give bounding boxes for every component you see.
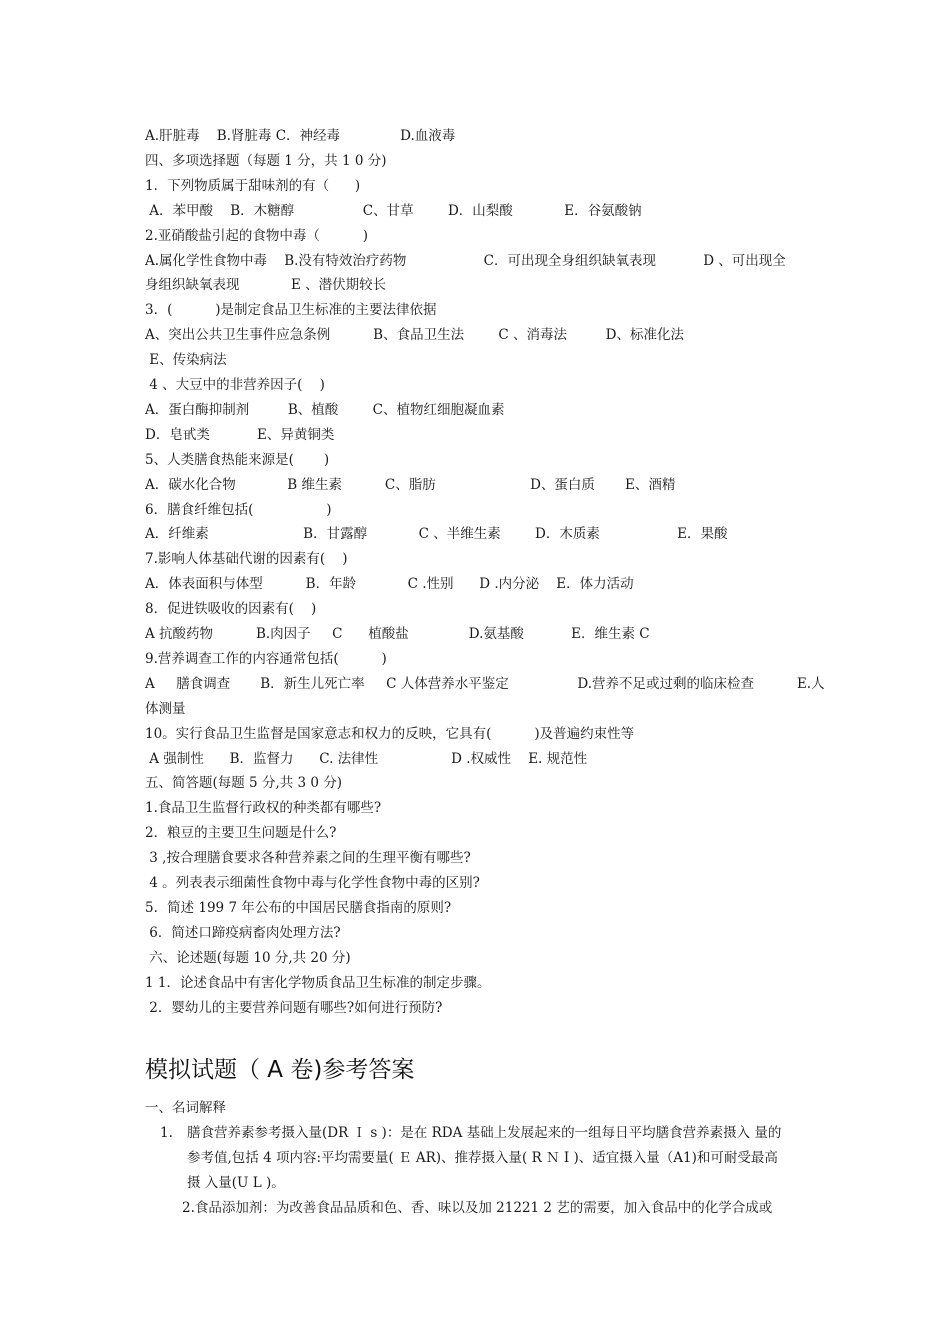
text-line: A．碳水化合物 B 维生素 C、脂肪 D、蛋白质 E、酒精 (145, 476, 676, 493)
text-line: 六、论述题(每题 10 分,共 20 分) (145, 949, 351, 966)
text-line: A 膳食调查 B．新生儿死亡率 C 人体营养水平鉴定 D.营养不足或过剩的临床检查 E.人 (145, 675, 825, 692)
answer-1-line-1: 膳食营养素参考摄入量(DR Ｉ s )：是在 RDA 基础上发展起来的一组每日平均膳食营养素摄入 量的 (187, 1125, 782, 1141)
text-line: 3．( )是制定食品卫生标准的主要法律依据 (145, 302, 437, 319)
text-line: A．苯甲酸 B．木糖醇 C、甘草 D．山梨酸 E．谷氨酸钠 (145, 202, 642, 219)
text-line: 体测量 (145, 700, 186, 717)
text-line: 7.影响人体基础代谢的因素有( ) (145, 551, 348, 568)
text-line: 2．婴幼儿的主要营养问题有哪些?如何进行预防? (145, 999, 443, 1016)
answer-heading: 模拟试题（ A 卷)参考答案 (145, 1057, 415, 1083)
text-line: 1 1．论述食品中有害化学物质食品卫生标准的制定步骤。 (145, 974, 491, 991)
text-line: A．蛋白酶抑制剂 B、植酸 C、植物红细胞凝血素 (145, 401, 505, 418)
text-line: A．体表面积与体型 B．年龄 C .性别 D .内分泌 E．体力活动 (145, 576, 634, 593)
text-line: A、突出公共卫生事件应急条例 B、食品卫生法 C 、消毒法 D、标准化法 (145, 327, 684, 344)
text-line: 5、人类膳食热能来源是( ) (145, 451, 330, 468)
text-line: 3 ,按合理膳食要求各种营养素之间的生理平衡有哪些? (145, 850, 471, 867)
text-line: 五、简答题(每题 5 分,共 3 0 分) (145, 775, 343, 792)
text-line: 6．简述口蹄疫病畜肉处理方法? (145, 924, 341, 941)
text-line: 1．下列物质属于甜味剂的有（ ) (145, 177, 361, 194)
text-line: 9.营养调查工作的内容通常包括( ) (145, 650, 387, 667)
text-line: D．皂甙类 E、异黄铜类 (145, 426, 335, 443)
text-line: 四、多项选择题（每题 1 分，共 1 0 分) (145, 152, 387, 169)
text-line: 6．膳食纤维包括( ) (145, 501, 332, 518)
text-line: 8．促进铁吸收的因素有( ) (145, 601, 317, 618)
text-line: 身组织缺氧表现 E 、潜伏期较长 (145, 277, 387, 294)
answer-1-line-3: 摄 入量(U L )。 (187, 1175, 285, 1191)
text-line: A.属化学性食物中毒 B.没有特效治疗药物 C．可出现全身组织缺氧表现 D 、可出现全 (145, 252, 786, 269)
text-line: A 强制性 B．监督力 C. 法律性 D .权威性 E. 规范性 (145, 750, 588, 767)
text-line: 2．粮豆的主要卫生问题是什么? (145, 825, 337, 842)
text-line: 5．简述 199 7 年公布的中国居民膳食指南的原则? (145, 899, 452, 916)
text-line: A．纤维素 B．甘露醇 C 、半维生素 D．木质素 E．果酸 (145, 526, 728, 543)
answer-1-number: 1. (160, 1125, 173, 1141)
text-line: A 抗酸药物 B.肉因子 C 植酸盐 D.氨基酸 E．维生素 C (145, 626, 650, 642)
text-line: 1.食品卫生监督行政权的种类都有哪些? (145, 800, 382, 817)
text-line: 4 、大豆中的非营养因子( ) (145, 377, 325, 393)
text-line: 4 。列表表示细菌性食物中毒与化学性食物中毒的区别? (145, 875, 480, 891)
text-line: 10。实行食品卫生监督是国家意志和权力的反映，它具有( )及普遍约束性等 (145, 725, 635, 742)
text-line: E、传染病法 (145, 352, 227, 369)
answer-1-line-2: 参考值,包括 4 项内容:平均需要量( Ｅ AR)、推荐摄入量( R Ｎ I )、适宜摄入量（A1)和可耐受最高 (187, 1150, 778, 1166)
answer-section-title: 一、名词解释 (145, 1100, 226, 1116)
answer-2-line-1: 2.食品添加剂：为改善食品品质和色、香、味以及加 21221 2 艺的需要，加入食品中的化学合成或 (182, 1200, 773, 1216)
text-line: 2.亚硝酸盐引起的食物中毒（ ) (145, 227, 369, 244)
text-line: A.肝脏毒 B.肾脏毒 C．神经毒 D.血液毒 (145, 128, 456, 144)
